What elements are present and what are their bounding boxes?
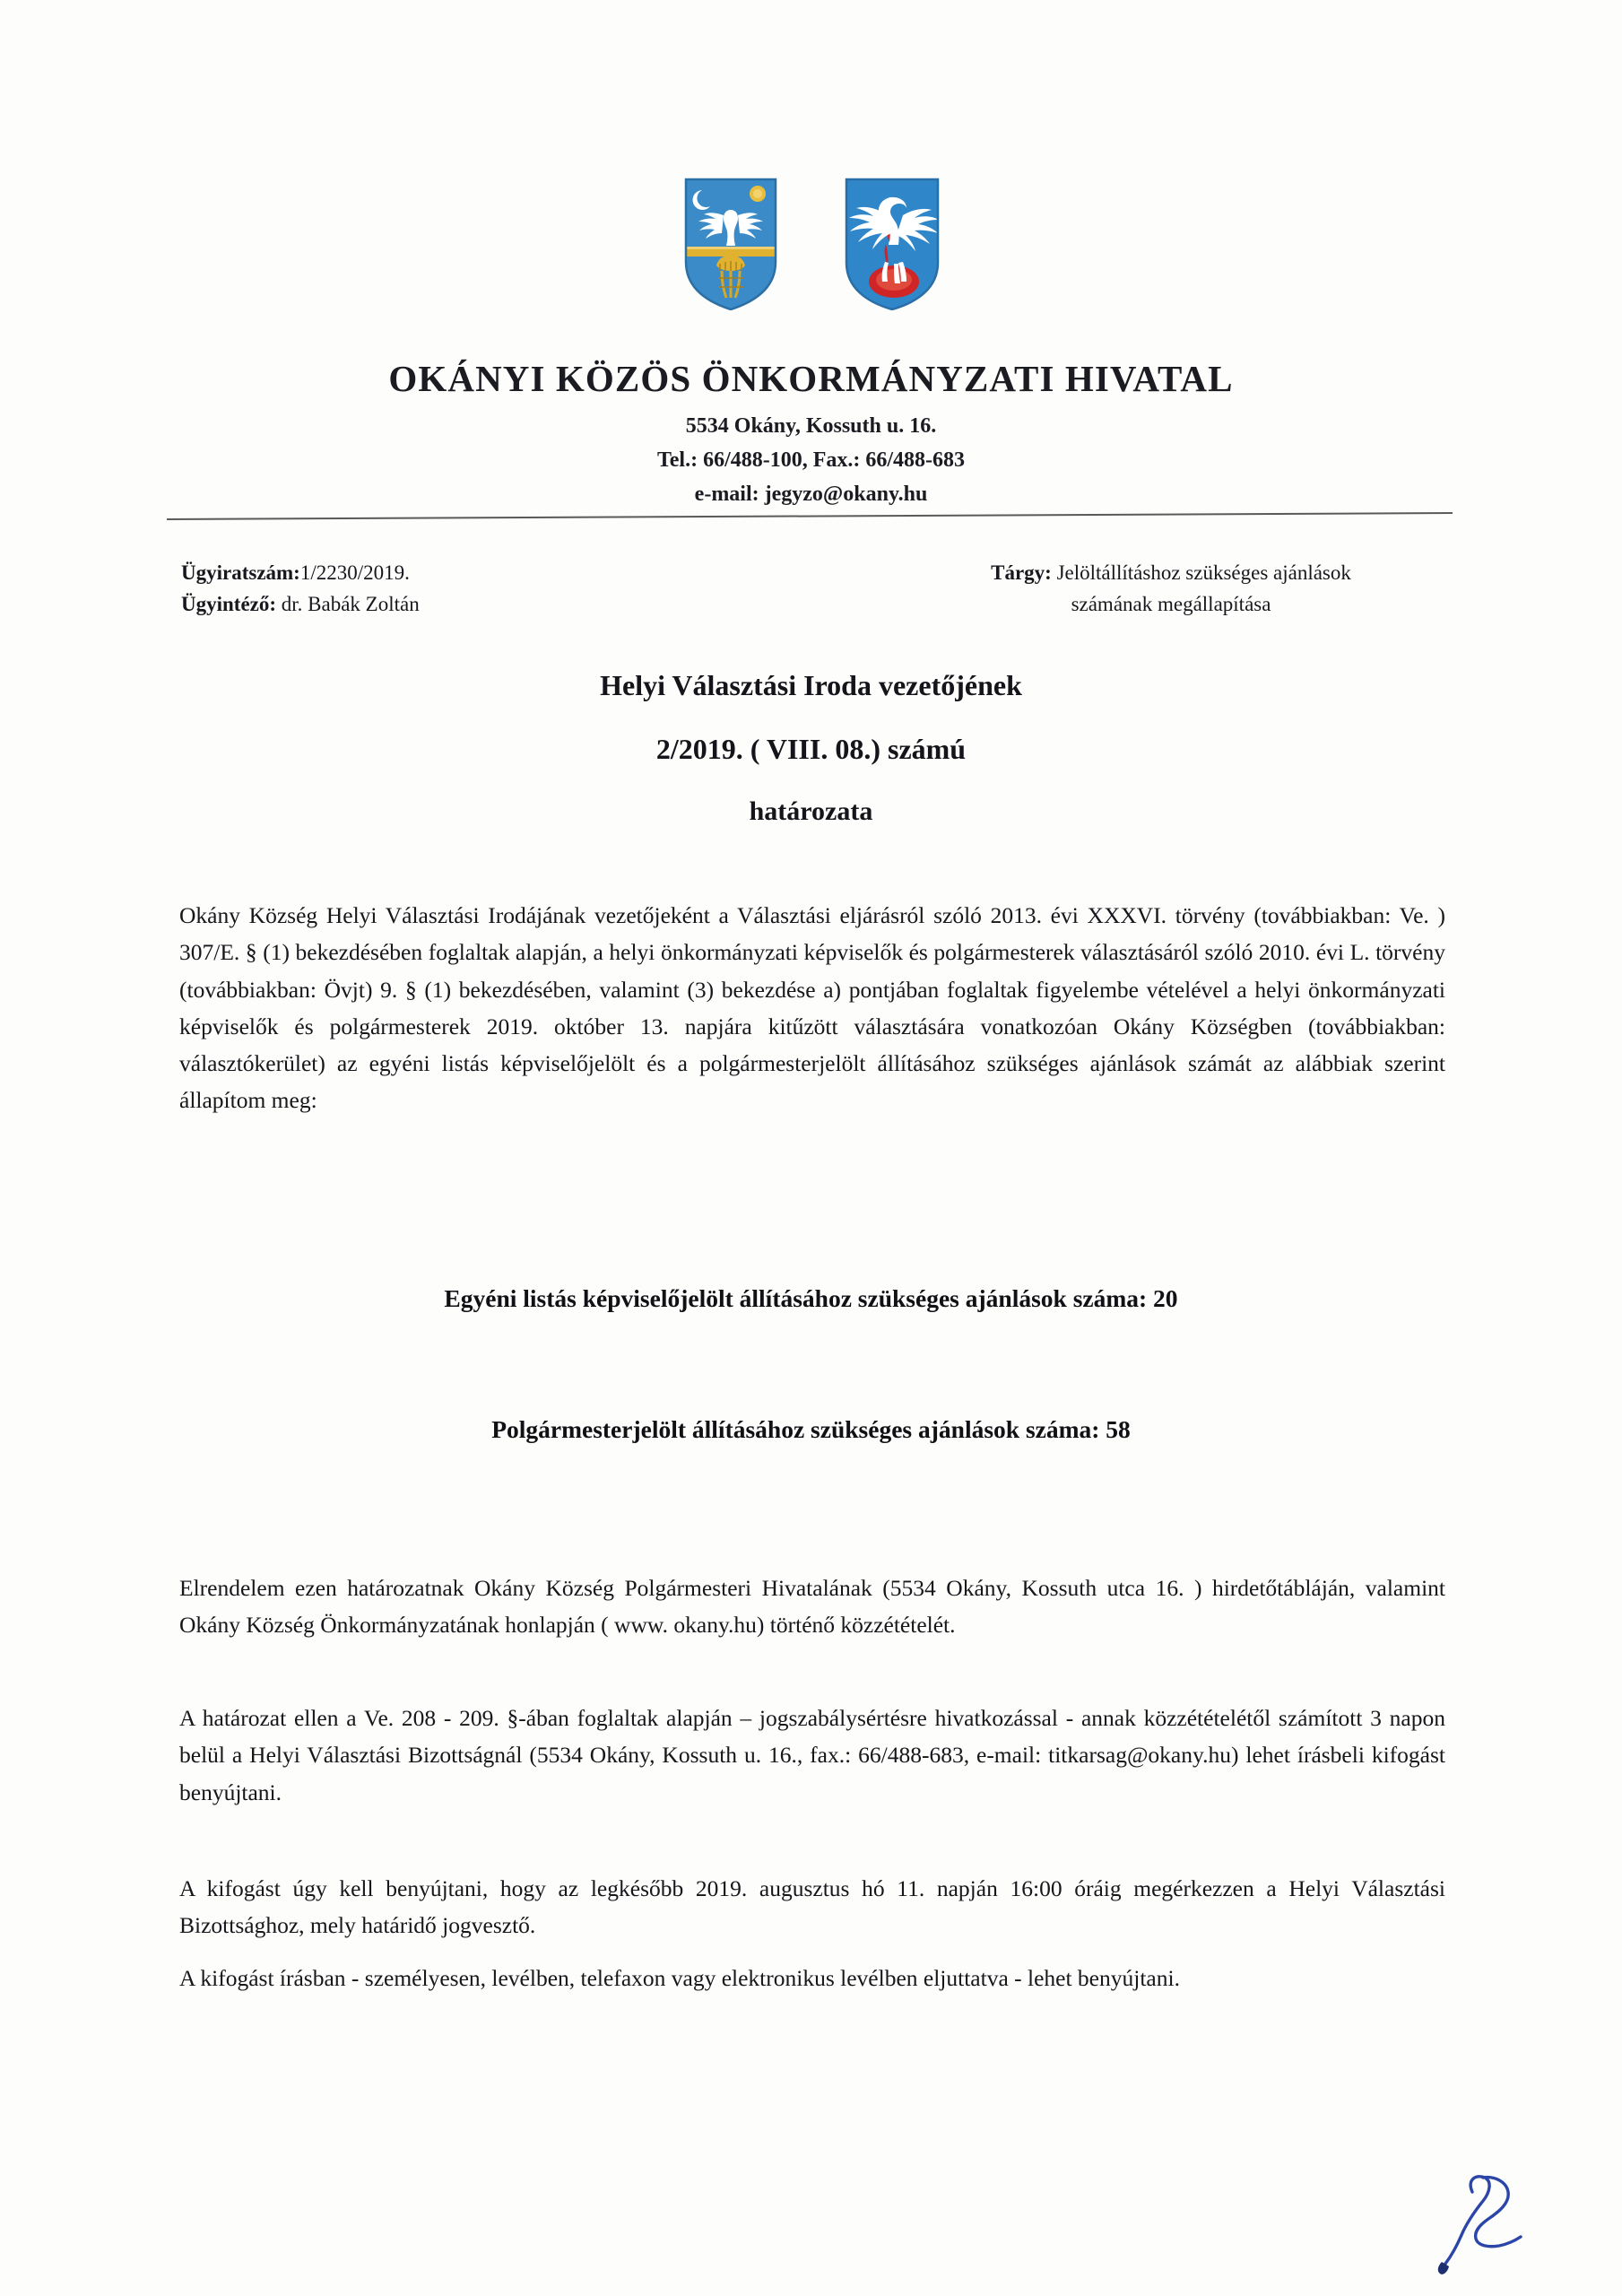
subject-block — [893, 558, 1449, 621]
officer-label: Ügyintéző: — [181, 592, 277, 615]
closing-paragraph-appeal: A határozat ellen a Ve. 208 - 209. §-ában foglaltak alapján – jogszabálysértésre hivatkozással - annak közzétételétől számított 3 napon belül a Helyi Választási Bizottságnál (5534 Okány, Kossuth u. 16., fax.: 66/488-683, e-mail: titkarsag@okany.hu) lehet írásbeli kifogást benyújtani. — [179, 1705, 1445, 1805]
office-email: e-mail: jegyzo@okany.hu — [694, 483, 928, 507]
handwritten-signature — [1406, 2136, 1576, 2280]
office-name: OKÁNYI KÖZÖS ÖNKORMÁNYZATI HIVATAL — [388, 358, 1234, 399]
closing-paragraph-publication: Elrendelem ezen határozatnak Okány Község Polgármesteri Hivatalának (5534 Okány, Kossuth utca 16. ) hirdetőtábláján, valamint Okány Község Önkormányzatának honlapján ( www. okany.hu) történő közzétételét. — [179, 1575, 1445, 1639]
okany-coat-of-arms-icon — [681, 176, 781, 310]
pelican-coat-of-arms-icon — [842, 176, 942, 310]
signature-stroke-icon — [1406, 2136, 1576, 2280]
title-line-2: 2/2019. ( VIII. 08.) számú — [655, 733, 967, 765]
crest-row — [0, 176, 1622, 310]
case-number-row — [181, 558, 420, 589]
closing-paragraph-deadline: A kifogást úgy kell benyújtani, hogy az legkésőbb 2019. augusztus hó 11. napján 16:00 óráig megérkezzen a Helyi Választási Bizottsághoz, mely határidő jogvesztő. — [179, 1875, 1445, 1939]
title-line-1: Helyi Választási Iroda vezetőjének — [600, 669, 1022, 701]
officer-row — [181, 589, 420, 621]
office-address: 5534 Okány, Kossuth u. 16. — [685, 414, 937, 439]
reference-block — [181, 558, 420, 621]
letterhead — [0, 357, 1622, 512]
closing-paragraph-submission: A kifogást írásban - személyesen, levélben, telefaxon vagy elektronikus levélben eljuttatva - lehet benyújtani. — [179, 1965, 1180, 1991]
decision-mayor-count: Polgármesterjelölt állításához szükséges ajánlások száma: 58 — [491, 1415, 1131, 1443]
header-divider — [167, 512, 1453, 520]
reference-row — [0, 558, 1622, 648]
case-number-label: Ügyiratszám: — [181, 561, 300, 584]
subject-label: Tárgy: — [991, 561, 1052, 584]
subject-value: Jelöltállításhoz szükséges ajánlások — [1056, 561, 1351, 584]
document-title — [0, 671, 1622, 825]
subject-value-line2: számának megállapítása — [1071, 592, 1271, 615]
decision-representative-count: Egyéni listás képviselőjelölt állításához szükséges ajánlások száma: 20 — [444, 1284, 1178, 1312]
officer-value: dr. Babák Zoltán — [281, 592, 420, 615]
title-line-3: határozata — [749, 796, 873, 826]
office-phone-fax: Tel.: 66/488-100, Fax.: 66/488-683 — [656, 448, 966, 473]
case-number-value: 1/2230/2019. — [299, 561, 410, 584]
main-paragraph: Okány Község Helyi Választási Irodájának vezetőjeként a Választási eljárásról szóló 2013. évi XXXVI. törvény (továbbiakban: Ve. ) 307/E. § (1) bekezdésében foglaltak alapján, a helyi önkormányzati képviselők és polgármesterek választásáról szóló 2010. évi L. törvény (továbbiakban: Övjt) 9. § (1) bekezdésében, valamint (3) bekezdése a) pontjában foglaltak figyelembe vételével a helyi önkormányzati képviselők és polgármesterek 2019. október 13. napjára kitűzött választására vonatkozóan Okány Községben (továbbiakban: választókerület) az egyéni listás képviselőjelölt és a polgármesterjelölt állításához szükséges ajánlások számát az alábbiak szerint állapítom meg: — [179, 902, 1445, 1114]
